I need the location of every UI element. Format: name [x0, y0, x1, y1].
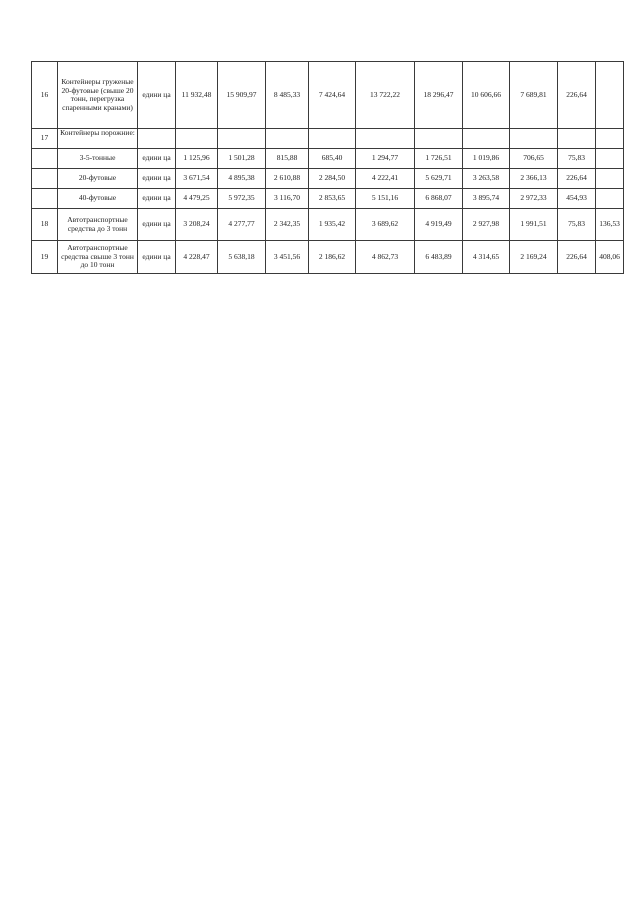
- row-value: 7 689,81: [510, 62, 558, 129]
- row-value: 3 689,62: [356, 209, 415, 241]
- row-name: 3-5-тонные: [58, 149, 138, 169]
- row-unit: едини ца: [138, 209, 176, 241]
- row-value: [463, 129, 510, 149]
- row-value: 5 629,71: [415, 169, 463, 189]
- row-unit: едини ца: [138, 149, 176, 169]
- row-value: 7 424,64: [309, 62, 356, 129]
- row-value: 2 972,33: [510, 189, 558, 209]
- row-value: [415, 129, 463, 149]
- row-name: 20-футовые: [58, 169, 138, 189]
- row-value: 2 366,13: [510, 169, 558, 189]
- row-value: 11 932,48: [176, 62, 218, 129]
- row-value: [596, 189, 624, 209]
- row-number: [32, 189, 58, 209]
- row-number: 17: [32, 129, 58, 149]
- row-value: 1 501,28: [218, 149, 266, 169]
- row-value: 3 451,56: [266, 241, 309, 274]
- row-value: 685,40: [309, 149, 356, 169]
- row-value: 2 610,88: [266, 169, 309, 189]
- row-value: [356, 129, 415, 149]
- row-unit: едини ца: [138, 241, 176, 274]
- row-name: 40-футовые: [58, 189, 138, 209]
- row-value: 5 638,18: [218, 241, 266, 274]
- row-name: Контейнеры груженые 20-футовые (свыше 20 тонн, перегрузка спаренными кранами): [58, 62, 138, 129]
- row-value: 4 222,41: [356, 169, 415, 189]
- row-value: 1 726,51: [415, 149, 463, 169]
- row-value: 1 935,42: [309, 209, 356, 241]
- row-value: 4 228,47: [176, 241, 218, 274]
- row-value: [218, 129, 266, 149]
- table-row: [32, 149, 624, 169]
- row-name: Контейнеры порожние:: [58, 129, 138, 149]
- row-value: 226,64: [558, 169, 596, 189]
- row-value: 8 485,33: [266, 62, 309, 129]
- row-value: 815,88: [266, 149, 309, 169]
- row-value: 4 314,65: [463, 241, 510, 274]
- row-value: 6 868,07: [415, 189, 463, 209]
- table-row: [32, 189, 624, 209]
- row-value: 2 342,35: [266, 209, 309, 241]
- row-value: 3 116,70: [266, 189, 309, 209]
- row-unit: едини ца: [138, 62, 176, 129]
- row-value: 4 479,25: [176, 189, 218, 209]
- row-value: 1 019,86: [463, 149, 510, 169]
- row-unit: едини ца: [138, 189, 176, 209]
- row-value: 4 919,49: [415, 209, 463, 241]
- row-number: 18: [32, 209, 58, 241]
- row-name: Автотранспортные средства до 3 тонн: [58, 209, 138, 241]
- row-value: 4 862,73: [356, 241, 415, 274]
- row-value: 5 151,16: [356, 189, 415, 209]
- table-row: [32, 209, 624, 241]
- row-value: 1 125,96: [176, 149, 218, 169]
- row-value: 3 671,54: [176, 169, 218, 189]
- row-value: 3 895,74: [463, 189, 510, 209]
- row-value: 1 294,77: [356, 149, 415, 169]
- row-value: 6 483,89: [415, 241, 463, 274]
- row-value: 15 909,97: [218, 62, 266, 129]
- row-value: [176, 129, 218, 149]
- row-value: 3 263,58: [463, 169, 510, 189]
- row-value: 4 277,77: [218, 209, 266, 241]
- table-row: [32, 169, 624, 189]
- row-value: 75,83: [558, 149, 596, 169]
- row-value: 3 208,24: [176, 209, 218, 241]
- row-value: 4 895,38: [218, 169, 266, 189]
- table-row: [32, 62, 624, 129]
- row-value: 408,06: [596, 241, 624, 274]
- row-value: 454,93: [558, 189, 596, 209]
- row-value: [596, 62, 624, 129]
- row-value: 2 853,65: [309, 189, 356, 209]
- row-value: [596, 169, 624, 189]
- row-value: 706,65: [510, 149, 558, 169]
- row-number: 19: [32, 241, 58, 274]
- row-value: 136,53: [596, 209, 624, 241]
- row-value: 2 927,98: [463, 209, 510, 241]
- tariff-table: [31, 61, 624, 274]
- row-value: 2 284,50: [309, 169, 356, 189]
- row-value: [309, 129, 356, 149]
- table-row: [32, 241, 624, 274]
- row-value: [596, 129, 624, 149]
- row-value: 10 606,66: [463, 62, 510, 129]
- row-value: 5 972,35: [218, 189, 266, 209]
- row-value: 18 296,47: [415, 62, 463, 129]
- row-number: [32, 169, 58, 189]
- row-value: 13 722,22: [356, 62, 415, 129]
- row-number: [32, 149, 58, 169]
- row-unit: [138, 129, 176, 149]
- row-unit: едини ца: [138, 169, 176, 189]
- table-row: [32, 129, 624, 149]
- row-value: [558, 129, 596, 149]
- row-value: 2 186,62: [309, 241, 356, 274]
- row-number: 16: [32, 62, 58, 129]
- row-value: 2 169,24: [510, 241, 558, 274]
- row-value: 75,83: [558, 209, 596, 241]
- row-value: [510, 129, 558, 149]
- row-value: 226,64: [558, 62, 596, 129]
- row-value: 1 991,51: [510, 209, 558, 241]
- row-name: Автотранспортные средства свыше 3 тонн до 10 тонн: [58, 241, 138, 274]
- row-value: [266, 129, 309, 149]
- row-value: 226,64: [558, 241, 596, 274]
- row-value: [596, 149, 624, 169]
